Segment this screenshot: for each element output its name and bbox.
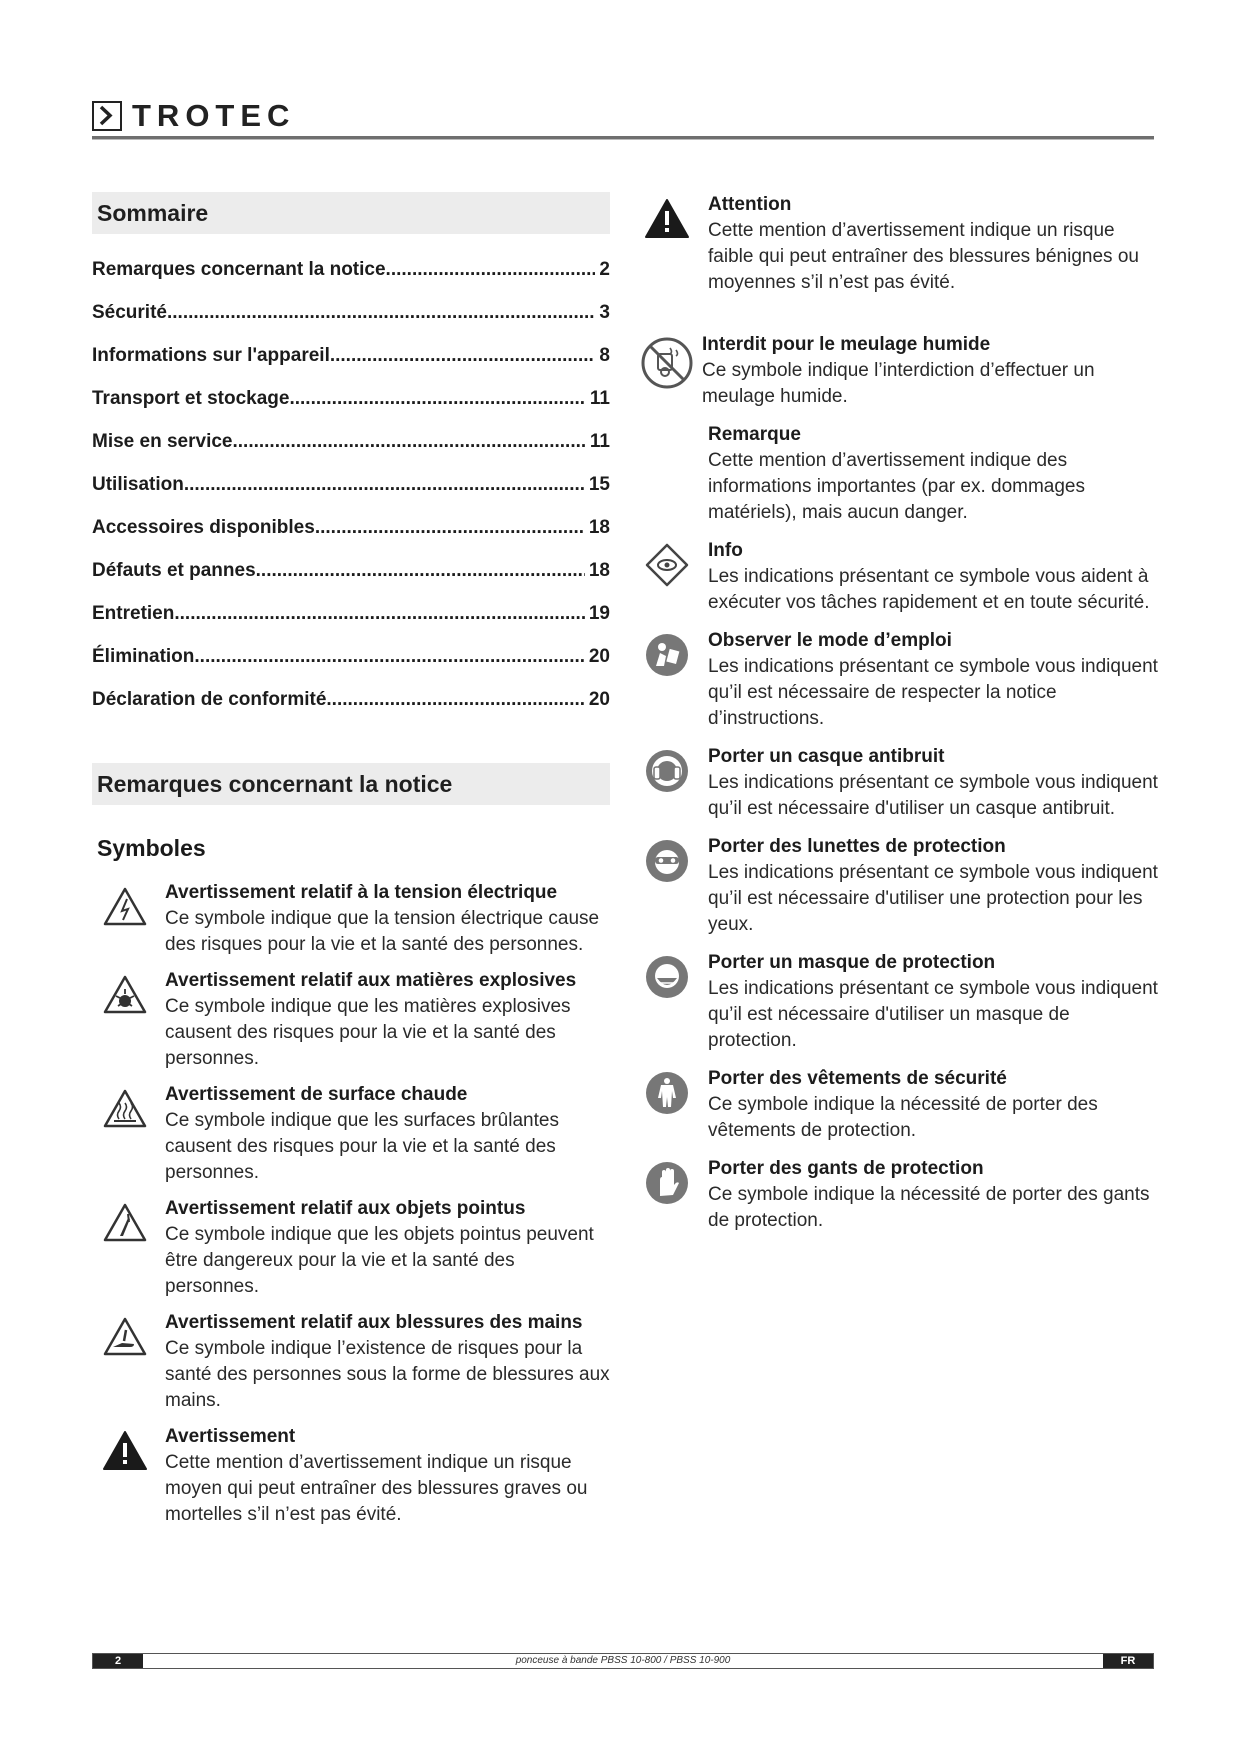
warning-icon (102, 1428, 148, 1474)
toc-entry[interactable]: Défauts et pannes ..... 18 (92, 549, 610, 592)
symbol-entry: Porter des vêtements de sécurité Ce symbole indique la nécessité de porter des vêtements de protection. (640, 1066, 1160, 1144)
section-title: Remarques concernant la notice (92, 763, 610, 805)
explosive-warning-icon (102, 972, 148, 1018)
symbol-entry: Avertissement de surface chaude Ce symbole indique que les surfaces brûlantes causent des risques pour la vie et la santé des personnes. (92, 1082, 610, 1186)
toc-entry[interactable]: Sécurité ..... 3 (92, 291, 610, 334)
toc-entry[interactable]: Mise en service ..... 11 (92, 420, 610, 463)
symbol-entry: Attention Cette mention d’avertissement indique un risque faible qui peut entraîner des blessures bénignes ou moyennes s’il n’est pas évité. (640, 192, 1160, 296)
gloves-icon (644, 1160, 690, 1206)
symbol-entry: Info Les indications présentant ce symbole vous aident à exécuter vos tâches rapidement et en toute sécurité. (640, 538, 1160, 616)
toc-title: Sommaire (92, 192, 610, 234)
header-divider (92, 136, 1154, 140)
toc-entry[interactable]: Déclaration de conformité ..... 20 (92, 678, 610, 721)
toc-entry[interactable]: Transport et stockage ..... 11 (92, 377, 610, 420)
protective-clothing-icon (644, 1070, 690, 1116)
info-icon (644, 542, 690, 588)
ear-protection-icon (644, 748, 690, 794)
hand-injury-warning-icon (102, 1314, 148, 1360)
page-number: 2 (93, 1654, 143, 1668)
no-wet-grinding-icon (640, 336, 694, 390)
page-footer (92, 1653, 1154, 1669)
read-manual-icon (644, 632, 690, 678)
toc-entry[interactable]: Accessoires disponibles ..... 18 (92, 506, 610, 549)
symbol-entry: Porter des gants de protection Ce symbole indique la nécessité de porter des gants de protection. (640, 1156, 1160, 1234)
symbol-entry: Avertissement relatif aux blessures des mains Ce symbole indique l’existence de risques pour la santé des personnes sous la forme de blessures aux mains. (92, 1310, 610, 1414)
toc-entry[interactable]: Utilisation ..... 15 (92, 463, 610, 506)
brand-name: TROTEC (132, 98, 296, 133)
symbol-entry: Avertissement relatif à la tension électrique Ce symbole indique que la tension électrique cause des risques pour la vie et la santé des personnes. (92, 880, 610, 958)
eye-protection-icon (644, 838, 690, 884)
toc-entry[interactable]: Élimination ..... 20 (92, 635, 610, 678)
chevron-right-icon (92, 101, 122, 131)
symbol-entry: Porter un masque de protection Les indications présentant ce symbole vous indiquent qu’il est nécessaire d'utiliser un masque de protection. (640, 950, 1160, 1054)
right-column (640, 192, 1160, 1246)
symbol-entry: Avertissement Cette mention d’avertissement indique un risque moyen qui peut entraîner des blessures graves ou mortelles s’il n’est pas évité. (92, 1424, 610, 1528)
toc-entry[interactable]: Informations sur l'appareil ..... 8 (92, 334, 610, 377)
hot-surface-warning-icon (102, 1086, 148, 1132)
sharp-objects-warning-icon (102, 1200, 148, 1246)
symbol-entry: Remarque Cette mention d’avertissement indique des informations importantes (par ex. dommages matériels), mais aucun danger. (708, 424, 1085, 523)
symbol-entry: Avertissement relatif aux matières explosives Ce symbole indique que les matières explosives causent des risques pour la vie et la santé des personnes. (92, 968, 610, 1072)
table-of-contents (92, 248, 610, 721)
symbol-entry: Interdit pour le meulage humide Ce symbole indique l’interdiction d’effectuer un meulage humide. (640, 332, 1160, 410)
symbol-entry: Observer le mode d’emploi Les indications présentant ce symbole vous indiquent qu’il est nécessaire de respecter la notice d’instructions. (640, 628, 1160, 732)
electric-warning-icon (102, 884, 148, 930)
symbols-heading: Symboles (97, 835, 206, 861)
attention-icon (644, 196, 690, 242)
symbol-entry: Porter un casque antibruit Les indications présentant ce symbole vous indiquent qu’il est nécessaire d'utiliser un casque antibruit. (640, 744, 1160, 822)
mask-icon (644, 954, 690, 1000)
symbol-entry: Avertissement relatif aux objets pointus Ce symbole indique que les objets pointus peuvent être dangereux pour la vie et la santé des personnes. (92, 1196, 610, 1300)
left-column (92, 192, 610, 1538)
brand-logo (92, 100, 295, 132)
symbol-entry: Porter des lunettes de protection Les indications présentant ce symbole vous indiquent qu’il est nécessaire d'utiliser une protection pour les yeux. (640, 834, 1160, 938)
page-header (92, 96, 1154, 140)
toc-entry[interactable]: Entretien ..... 19 (92, 592, 610, 635)
toc-entry[interactable]: Remarques concernant la notice ..... 2 (92, 248, 610, 291)
language-code: FR (1103, 1654, 1153, 1668)
product-name: ponceuse à bande PBSS 10-800 / PBSS 10-900 (515, 1655, 731, 1666)
